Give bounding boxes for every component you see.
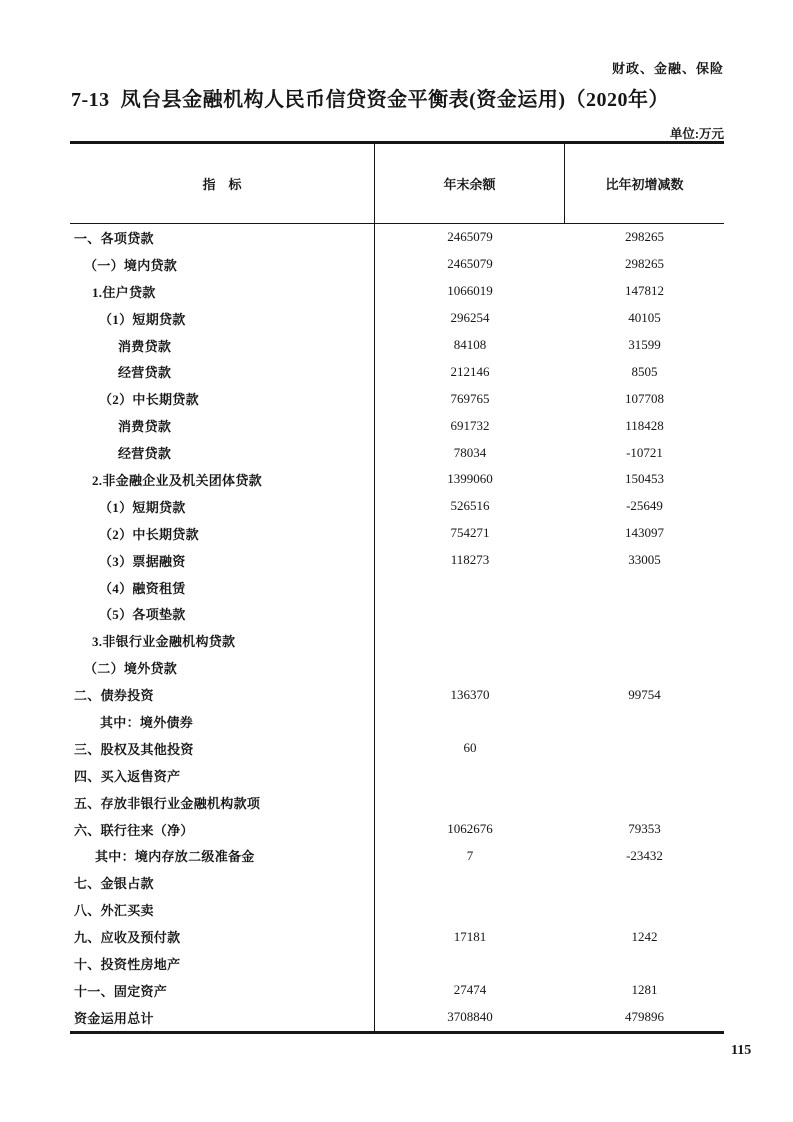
credit-funds-balance-table bbox=[70, 141, 724, 1034]
change-value: 298265 bbox=[625, 229, 664, 245]
indicator-label: （1）短期贷款 bbox=[70, 305, 375, 332]
change-value bbox=[565, 600, 724, 627]
table-row bbox=[70, 224, 724, 251]
change-value bbox=[565, 789, 724, 816]
year-end-balance-value: 1062676 bbox=[447, 821, 493, 837]
table-row bbox=[70, 896, 724, 923]
indicator-label: 经营贷款 bbox=[70, 358, 375, 385]
year-end-balance-value: 7 bbox=[466, 847, 474, 863]
table-row bbox=[70, 950, 724, 977]
indicator-label: 七、金银占款 bbox=[70, 869, 375, 896]
year-end-balance-value: 27474 bbox=[453, 982, 487, 998]
change-value: 298265 bbox=[625, 256, 664, 272]
indicator-label: 四、买入返售资产 bbox=[70, 762, 375, 789]
table-row bbox=[70, 1004, 724, 1031]
year-end-balance-value: 754271 bbox=[450, 525, 490, 541]
indicator-label: 经营贷款 bbox=[70, 439, 375, 466]
change-value: 8505 bbox=[631, 363, 658, 379]
change-value: 99754 bbox=[628, 686, 661, 702]
change-value: 40105 bbox=[628, 310, 661, 326]
table-header-row bbox=[70, 144, 724, 224]
indicator-label: 消费贷款 bbox=[70, 412, 375, 439]
table-row bbox=[70, 493, 724, 520]
change-value bbox=[565, 654, 724, 681]
table-row bbox=[70, 278, 724, 305]
change-value bbox=[565, 869, 724, 896]
page-number: 115 bbox=[731, 1043, 752, 1058]
indicator-label: （2）中长期贷款 bbox=[70, 385, 375, 412]
year-end-balance-value: 78034 bbox=[453, 444, 487, 460]
table-row bbox=[70, 385, 724, 412]
indicator-label: 六、联行往来（净） bbox=[70, 816, 375, 843]
change-value: 1281 bbox=[631, 982, 658, 998]
indicator-label: （4）融资租赁 bbox=[70, 574, 375, 601]
year-end-balance-value bbox=[375, 869, 565, 896]
indicator-label: （一）境内贷款 bbox=[70, 251, 375, 278]
indicator-label: （2）中长期贷款 bbox=[70, 520, 375, 547]
year-end-balance-value: 60 bbox=[463, 740, 477, 756]
change-value: 118428 bbox=[625, 417, 664, 433]
indicator-label: 3.非银行业金融机构贷款 bbox=[70, 627, 375, 654]
change-value: 33005 bbox=[628, 552, 661, 568]
year-end-balance-value bbox=[375, 600, 565, 627]
change-value bbox=[565, 896, 724, 923]
year-end-balance-value: 1399060 bbox=[447, 471, 493, 487]
page-title: 7-13 凤台县金融机构人民币信贷资金平衡表(资金运用)（2020年） bbox=[71, 89, 669, 111]
unit-note: 单位:万元 bbox=[669, 127, 724, 141]
table-row bbox=[70, 816, 724, 843]
table-row bbox=[70, 735, 724, 762]
change-value: -10721 bbox=[626, 444, 663, 460]
change-value bbox=[565, 574, 724, 601]
change-value bbox=[565, 950, 724, 977]
change-value: 479896 bbox=[625, 1009, 664, 1025]
year-end-balance-value: 691732 bbox=[450, 417, 490, 433]
table-row bbox=[70, 977, 724, 1004]
year-end-balance-value: 2465079 bbox=[447, 229, 493, 245]
year-end-balance-value bbox=[375, 762, 565, 789]
indicator-label: 十一、固定资产 bbox=[70, 977, 375, 1004]
change-value: -23432 bbox=[626, 847, 663, 863]
table-row bbox=[70, 789, 724, 816]
change-value: -25649 bbox=[626, 498, 663, 514]
year-end-balance-value bbox=[375, 708, 565, 735]
indicator-label: 1.住户贷款 bbox=[70, 278, 375, 305]
indicator-label: （1）短期贷款 bbox=[70, 493, 375, 520]
indicator-label: 一、各项贷款 bbox=[70, 224, 375, 251]
indicator-label: 八、外汇买卖 bbox=[70, 896, 375, 923]
year-end-balance-value: 2465079 bbox=[447, 256, 493, 272]
table-row bbox=[70, 305, 724, 332]
table-row bbox=[70, 627, 724, 654]
table-row bbox=[70, 681, 724, 708]
table-row bbox=[70, 520, 724, 547]
year-end-balance-value: 1066019 bbox=[447, 283, 493, 299]
year-end-balance-value bbox=[375, 789, 565, 816]
page-category-header: 财政、金融、保险 bbox=[611, 61, 724, 76]
table-row bbox=[70, 358, 724, 385]
year-end-balance-value: 118273 bbox=[450, 552, 490, 568]
year-end-balance-value: 3708840 bbox=[447, 1009, 493, 1025]
table-row bbox=[70, 869, 724, 896]
indicator-label: 三、股权及其他投资 bbox=[70, 735, 375, 762]
change-value bbox=[565, 762, 724, 789]
indicator-label: 资金运用总计 bbox=[70, 1004, 375, 1031]
indicator-label: 其中：境外债券 bbox=[70, 708, 375, 735]
table-row bbox=[70, 762, 724, 789]
column-header-change-since-year-start: 比年初增减数 bbox=[605, 177, 684, 192]
indicator-label: 五、存放非银行业金融机构款项 bbox=[70, 789, 375, 816]
indicator-label: 十、投资性房地产 bbox=[70, 950, 375, 977]
change-value: 31599 bbox=[628, 337, 661, 352]
indicator-label: 消费贷款 bbox=[70, 332, 375, 359]
table-row bbox=[70, 251, 724, 278]
year-end-balance-value bbox=[375, 574, 565, 601]
change-value: 147812 bbox=[625, 283, 664, 299]
year-end-balance-value: 212146 bbox=[450, 363, 490, 379]
change-value bbox=[565, 627, 724, 654]
table-body bbox=[70, 224, 724, 1031]
table-row bbox=[70, 332, 724, 359]
year-end-balance-value bbox=[375, 896, 565, 923]
year-end-balance-value: 136370 bbox=[450, 686, 490, 702]
indicator-label: 九、应收及预付款 bbox=[70, 923, 375, 950]
year-end-balance-value bbox=[375, 950, 565, 977]
indicator-label: （二）境外贷款 bbox=[70, 654, 375, 681]
table-row bbox=[70, 547, 724, 574]
indicator-label: 二、债券投资 bbox=[70, 681, 375, 708]
change-value bbox=[565, 735, 724, 762]
indicator-label: （3）票据融资 bbox=[70, 547, 375, 574]
change-value: 1242 bbox=[631, 928, 658, 944]
column-header-year-end-balance: 年末余额 bbox=[375, 144, 565, 223]
change-value: 79353 bbox=[628, 821, 661, 837]
table-row bbox=[70, 466, 724, 493]
change-value bbox=[565, 708, 724, 735]
table-row bbox=[70, 708, 724, 735]
table-row bbox=[70, 600, 724, 627]
year-end-balance-value: 296254 bbox=[450, 310, 490, 326]
indicator-label: （5）各项垫款 bbox=[70, 600, 375, 627]
table-row bbox=[70, 654, 724, 681]
table-row bbox=[70, 439, 724, 466]
year-end-balance-value bbox=[375, 654, 565, 681]
year-end-balance-value: 769765 bbox=[450, 390, 490, 406]
change-value: 143097 bbox=[625, 525, 664, 541]
column-header-indicator: 指 标 bbox=[70, 144, 375, 223]
year-end-balance-value: 84108 bbox=[453, 337, 487, 352]
table-row bbox=[70, 923, 724, 950]
table-row bbox=[70, 842, 724, 869]
year-end-balance-value bbox=[375, 627, 565, 654]
year-end-balance-value: 526516 bbox=[450, 498, 490, 514]
table-row bbox=[70, 574, 724, 601]
indicator-label: 其中：境内存放二级准备金 bbox=[70, 842, 375, 869]
change-value: 107708 bbox=[625, 390, 664, 406]
change-value: 150453 bbox=[625, 471, 664, 487]
year-end-balance-value: 17181 bbox=[453, 928, 487, 944]
table-row bbox=[70, 412, 724, 439]
indicator-label: 2.非金融企业及机关团体贷款 bbox=[70, 466, 375, 493]
